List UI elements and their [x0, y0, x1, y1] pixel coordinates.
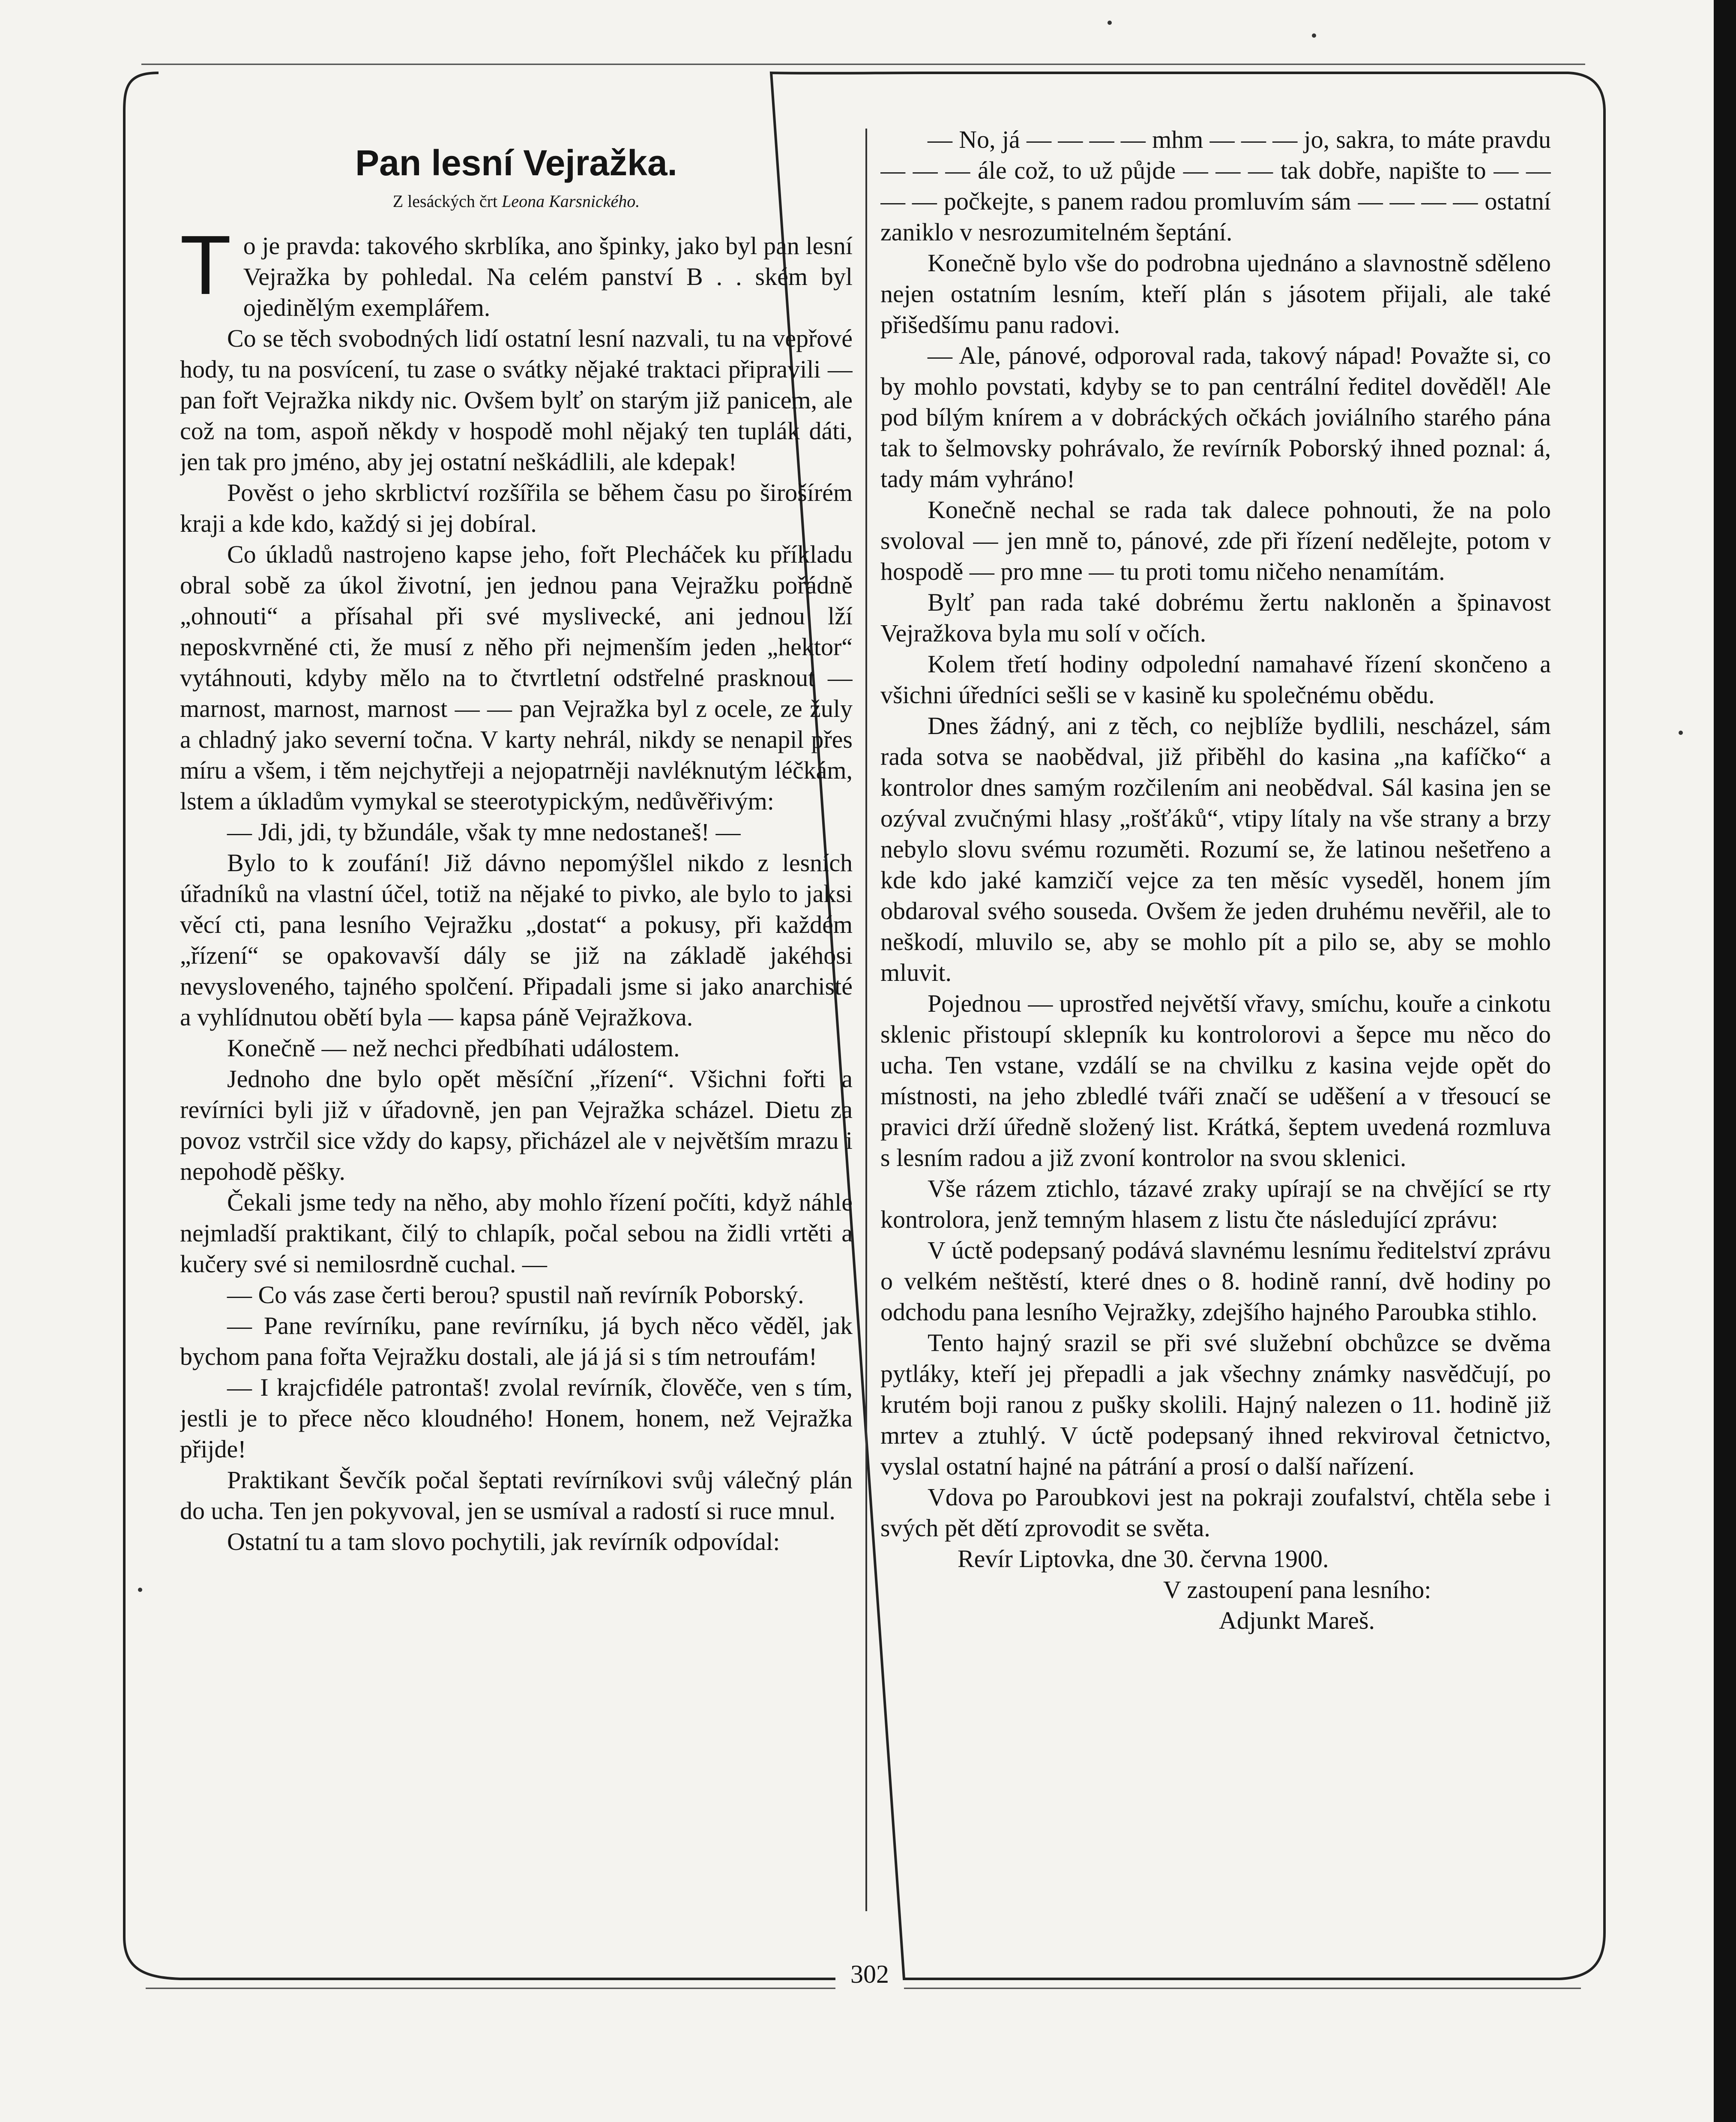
print-speck	[1679, 731, 1683, 735]
signature-place-date: Revír Liptovka, dne 30. června 1900.	[958, 1545, 1329, 1573]
paragraph: Čekali jsme tedy na něho, aby mohlo řízení počíti, když náhle nejmladší praktikant, čilý to chlapík, počal sebou na židli vrtěti a kučery své si nemilosrdně cuchal. —	[180, 1188, 853, 1278]
paragraph: Konečně — než nechci předbíhati událostem.	[227, 1034, 680, 1062]
paragraph: Dnes žádný, ani z těch, co nejblíže bydlili, nescházel, sám rada sotva se naobědval, již přiběhl do kasina „na kafíčko“ a kontrolor dnes samým rozčilením ani neobědval. Sál kasina jen se ozýval zvučnými hlasy „rošťáků“, vtipy lítaly na vše strany a brzy nebylo slovu svému rozuměti. Rozumí se, že latinou nešetřeno a kde kdo jaké kamzičí vejce za ten měsíc vyseděl, honem jím obdaroval svého souseda. Ovšem že jeden druhému nevěřil, ale to neškodí, mluvilo se, aby se mohlo pít a pilo se, aby se mohlo mluvit.	[880, 712, 1551, 986]
paragraph: Ostatní tu a tam slovo pochytili, jak revírník odpovídal:	[227, 1528, 780, 1556]
paragraph: Pověst o jeho skrblictví rozšířila se během času po širošírém kraji a kde kdo, každý si jej dobíral.	[180, 479, 853, 537]
signature-on-behalf: V zastoupení pana lesního:	[1163, 1576, 1431, 1603]
page-number: 302	[844, 1959, 895, 1989]
paragraph: Bylo to k zoufání! Již dávno nepomýšlel nikdo z lesních úřadníků na vlastní účel, totiž na nějaké to pivko, ale bylo to jaksi věcí cti, pana lesního Vejražku „dostat“ a pokusy, při každém „řízení“ se opakovavší dály se již na základě jakéhosi nevysloveného, tajného spolčení. Připadali jsme si jako anarchisté a vyhlídnutou obětí byla — kapsa páně Vejražkova.	[180, 849, 853, 1031]
article-title: Pan lesní Vejražka.	[355, 143, 677, 183]
paragraph: — Co vás zase čerti berou? spustil naň revírník Poborský.	[227, 1281, 804, 1309]
paragraph: Co úkladů nastrojeno kapse jeho, fořt Plecháček ku příkladu obral sobě za úkol životní, jen jednou pana Vejražku pořádně „ohnouti“ a přísahal při své myslivecké, ani jednou lží neposkvrněné cti, že musí z něho při nejmenším jeden „hektor“ vytáhnouti, kdyby mělo na to čtvrtletní odstřelné prasknout — marnost, marnost, marnost — — pan Vejražka byl z ocele, ze žuly a chladný jako severní točna. V karty nehrál, nikdy se nenapil přes míru a všem, i těm nejchytřeji a nejopatrněji navléknutým léčkám, lstem a úkladům vymykal se steerotypickým, nedůvěřivým:	[180, 540, 853, 815]
author-name: Leona Karsnického.	[502, 192, 640, 211]
paragraph: Konečně bylo vše do podrobna ujednáno a slavnostně sděleno nejen ostatním lesním, kteří plán s jásotem přijali, ale také přišedšímu panu radovi.	[880, 249, 1551, 339]
paragraph: — I krajcfidéle patrontaš! zvolal revírník, člověče, ven s tím, jestli je to přece něco kloudného! Honem, honem, než Vejražka přijde!	[180, 1373, 853, 1463]
paragraph: Bylť pan rada také dobrému žertu nakloněn a špinavost Vejražkova byla mu solí v očích.	[880, 588, 1551, 647]
report-paragraph: Vdova po Paroubkovi jest na pokraji zoufalství, chtěla sebe i svých pět dětí zprovodit se světa.	[880, 1483, 1551, 1542]
print-speck	[138, 1588, 142, 1592]
lead-text: o je pravda: takového skrblíka, ano špinky, jako byl pan lesní Vejražka by pohledal. Na celém panství B . . ském byl ojedinělým exemplářem.	[243, 232, 853, 321]
subtitle-prefix: Z lesáckých črt	[392, 192, 498, 211]
paragraph: Konečně nechal se rada tak dalece pohnouti, že na polo svoloval — jen mně to, pánové, zde při řízení nedělejte, potom v hospodě — pro mne — tu proti tomu ničeho nenamítám.	[880, 496, 1551, 585]
paragraph: Kolem třetí hodiny odpolední namahavé řízení skončeno a všichni úředníci sešli se v kasině ku společnému obědu.	[880, 650, 1551, 709]
print-speck	[1312, 33, 1316, 38]
paragraph: Pojednou — uprostřed největší vřavy, smíchu, kouře a cinkotu sklenic přistoupí sklepník ku kontrolorovi a šepce mu něco do ucha. Ten vstane, vzdálí se na chvilku z kasina vejde opět do místnosti, na jeho zbledlé tváři značí se uděšení a v třesoucí se pravici drží úředně složený list. Krátká, šeptem uvedená rozmluva s lesním radou a již zvoní kontrolor na svou sklenici.	[880, 989, 1551, 1172]
dialogue-opening: — No, já — — — — mhm — — — jo, sakra, to máte pravdu — — — ále což, to už půjde — — — tak dobře, napište to — — — — počkejte, s panem radou promluvím sám — — — — ostatní zaniklo v nesrozumitelném šeptání.	[880, 126, 1551, 246]
report-paragraph: V úctě podepsaný podává slavnému lesnímu ředitelství zprávu o velkém neštěstí, které dnes o 8. hodině ranní, dvě hodiny po odchodu pana lesního Vejražky, zdejšího hajného Paroubka stihlo.	[880, 1236, 1551, 1326]
lead-paragraph	[180, 218, 853, 323]
report-paragraph: Tento hajný srazil se při své služební obchůzce se dvěma pytláky, kteří jej přepadli a jak všechny známky nasvědčují, po krutém boji ranou z pušky skolili. Hajný nalezen o 11. hodině již mrtev a ztuhlý. V úctě podepsaný ihned rekviroval četnictvo, vyslal ostatní hajné na pátrání a prosí o další nařízení.	[880, 1329, 1551, 1480]
paragraph: Co se těch svobodných lidí ostatní lesní nazvali, tu na vepřové hody, tu na posvícení, tu zase o svátky nějaké traktaci připravili — pan fořt Vejražka nikdy nic. Ovšem bylť on starým již panicem, ale což na tom, aspoň někdy v hospodě mohl nějaký ten tuplák dáti, jen tak pro jméno, aby jej ostatní neškádlili, ale kdepak!	[180, 324, 853, 476]
signature-name: Adjunkt Mareš.	[1219, 1606, 1375, 1634]
paragraph: Vše rázem ztichlo, tázavé zraky upírají se na chvějící se rty kontrolora, jenž temným hlasem z listu čte následující zprávu:	[880, 1175, 1551, 1233]
paragraph: Praktikant Ševčík počal šeptati revírníkovi svůj válečný plán do ucha. Ten jen pokyvoval, jen se usmíval a radostí si ruce mnul.	[180, 1466, 853, 1525]
paragraph: — Jdi, jdi, ty bžundále, však ty mne nedostaneš! —	[227, 818, 741, 846]
print-speck	[1107, 21, 1112, 25]
right-column	[880, 124, 1551, 1915]
left-column	[180, 124, 853, 1915]
drop-cap: T	[180, 218, 231, 312]
paragraph: — Pane revírníku, pane revírníku, já bych něco věděl, jak bychom pana fořta Vejražku dostali, ale já já si s tím netroufám!	[180, 1312, 853, 1370]
article-subtitle	[180, 189, 853, 213]
paragraph: — Ale, pánové, odporoval rada, takový nápad! Považte si, co by mohlo povstati, kdyby se to pan centrální ředitel dověděl! Ale pod bílým knírem a v dobráckých očkách joviálního starého pána tak to šelmovsky pohrávalo, že revírník Poborský ihned poznal: á, tady mám vyhráno!	[880, 342, 1551, 493]
paragraph: Jednoho dne bylo opět měsíční „řízení“. Všichni fořti a revírníci byli již v úřadovně, jen pan Vejražka scházel. Dietu za povoz vstrčil sice vždy do kapsy, přicházel ale v největším mrazu i nepohodě pěšky.	[180, 1065, 853, 1185]
